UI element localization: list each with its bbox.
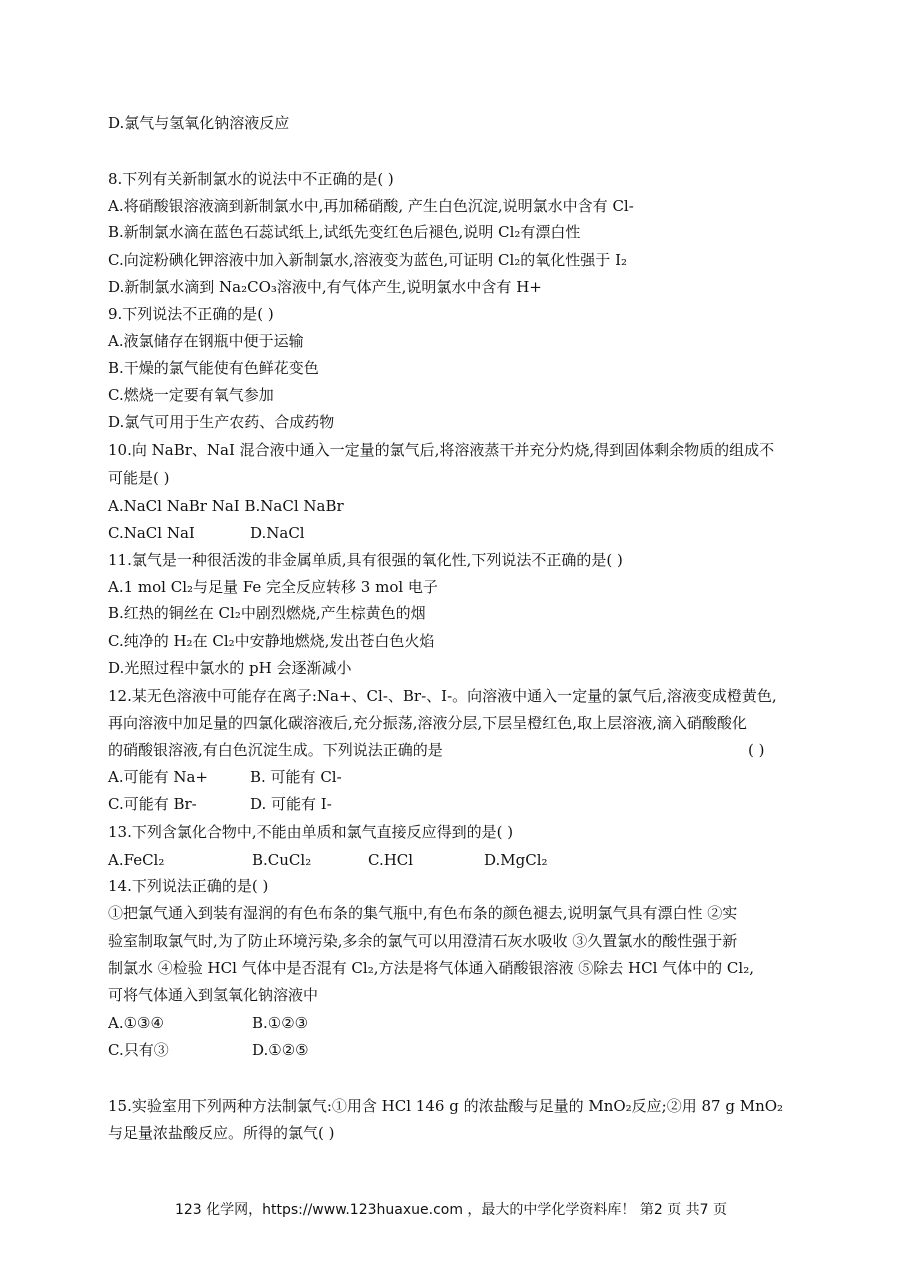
question-12-option-b: B. 可能有 Cl-	[250, 768, 342, 786]
question-9-option-c: C.燃烧一定要有氧气参加	[108, 386, 274, 404]
question-12-option-d: D. 可能有 I-	[250, 795, 332, 813]
question-9-option-b: B.干燥的氯气能使有色鲜花变色	[108, 359, 319, 377]
question-11-option-d: D.光照过程中氯水的 pH 会逐渐减小	[108, 659, 352, 677]
question-12-option-a: A.可能有 Na+	[108, 768, 209, 786]
question-14-statements-line-2: 验室制取氯气时,为了防止环境污染,多余的氯气可以用澄清石灰水吸收 ③久置氯水的酸性强于新	[108, 932, 738, 950]
question-8-option-a: A.将硝酸银溶液滴到新制氯水中,再加稀硝酸, 产生白色沉淀,说明氯水中含有 Cl-	[108, 197, 634, 215]
question-13-option-a: A.FeCl₂	[108, 851, 165, 869]
question-14-statements-line-3: 制氯水 ④检验 HCl 气体中是否混有 Cl₂,方法是将气体通入硝酸银溶液 ⑤除去 HCl 气体中的 Cl₂,	[108, 959, 754, 977]
question-10-option-ab: A.NaCl NaBr NaI B.NaCl NaBr	[108, 497, 344, 515]
question-15-stem-line-2: 与足量浓盐酸反应。所得的氯气( )	[108, 1124, 335, 1142]
question-12-stem-line-3: 的硝酸银溶液,有白色沉淀生成。下列说法正确的是	[108, 741, 443, 759]
question-12-stem-line-2: 再向溶液中加足量的四氯化碳溶液后,充分振荡,溶液分层,下层呈橙红色,取上层溶液,滴入硝酸酸化	[108, 714, 747, 732]
question-13-option-d: D.MgCl₂	[484, 851, 548, 869]
question-14-statements-line-1: ①把氯气通入到装有湿润的有色布条的集气瓶中,有色布条的颜色褪去,说明氯气具有漂白性 ②实	[108, 904, 738, 922]
question-8-option-c: C.向淀粉碘化钾溶液中加入新制氯水,溶液变为蓝色,可证明 Cl₂的氧化性强于 I₂	[108, 251, 628, 269]
question-11-option-c: C.纯净的 H₂在 Cl₂中安静地燃烧,发出苍白色火焰	[108, 632, 435, 650]
page-footer: 123 化学网，https://www.123huaxue.com ，最大的中学化学资料库！ 第2 页 共7 页	[174, 1202, 728, 1218]
question-10-option-c: C.NaCl NaI	[108, 524, 195, 542]
question-7-option-d: D.氯气与氢氧化钠溶液反应	[108, 114, 290, 132]
question-15-stem-line-1: 15.实验室用下列两种方法制氯气:①用含 HCl 146 g 的浓盐酸与足量的 MnO₂反应;②用 87 g MnO₂	[108, 1097, 784, 1115]
question-14-option-a: A.①③④	[108, 1014, 164, 1032]
question-11-option-a: A.1 mol Cl₂与足量 Fe 完全反应转移 3 mol 电子	[108, 578, 438, 596]
question-14-stem: 14.下列说法正确的是( )	[108, 877, 269, 895]
question-12-answer-paren: ( )	[748, 741, 765, 759]
question-14-statements-line-4: 可将气体通入到氢氧化钠溶液中	[108, 986, 319, 1004]
question-14-option-d: D.①②⑤	[252, 1041, 309, 1059]
question-10-stem-line-1: 10.向 NaBr、NaI 混合液中通入一定量的氯气后,将溶液蒸干并充分灼烧,得到固体剩余物质的组成不	[108, 441, 775, 459]
question-13-stem: 13.下列含氯化合物中,不能由单质和氯气直接反应得到的是( )	[108, 823, 514, 841]
question-10-stem-line-2: 可能是( )	[108, 469, 170, 487]
question-14-option-b: B.①②③	[252, 1014, 309, 1032]
question-11-option-b: B.红热的铜丝在 Cl₂中剧烈燃烧,产生棕黄色的烟	[108, 604, 426, 622]
question-10-option-d: D.NaCl	[250, 524, 305, 542]
question-13-option-c: C.HCl	[368, 851, 414, 869]
question-8-stem: 8.下列有关新制氯水的说法中不正确的是( )	[108, 170, 394, 188]
question-9-stem: 9.下列说法不正确的是( )	[108, 305, 274, 323]
question-11-stem: 11.氯气是一种很活泼的非金属单质,具有很强的氧化性,下列说法不正确的是( )	[108, 551, 623, 569]
question-12-stem-line-1: 12.某无色溶液中可能存在离子:Na+、Cl-、Br-、I-。向溶液中通入一定量的氯气后,溶液变成橙黄色,	[108, 687, 777, 705]
question-12-option-c: C.可能有 Br-	[108, 795, 197, 813]
question-13-option-b: B.CuCl₂	[252, 851, 312, 869]
question-14-option-c: C.只有③	[108, 1041, 169, 1059]
question-8-option-d: D.新制氯水滴到 Na₂CO₃溶液中,有气体产生,说明氯水中含有 H+	[108, 278, 542, 296]
question-9-option-d: D.氯气可用于生产农药、合成药物	[108, 413, 335, 431]
question-8-option-b: B.新制氯水滴在蓝色石蕊试纸上,试纸先变红色后褪色,说明 Cl₂有漂白性	[108, 223, 581, 241]
question-9-option-a: A.液氯储存在钢瓶中便于运输	[108, 332, 304, 350]
